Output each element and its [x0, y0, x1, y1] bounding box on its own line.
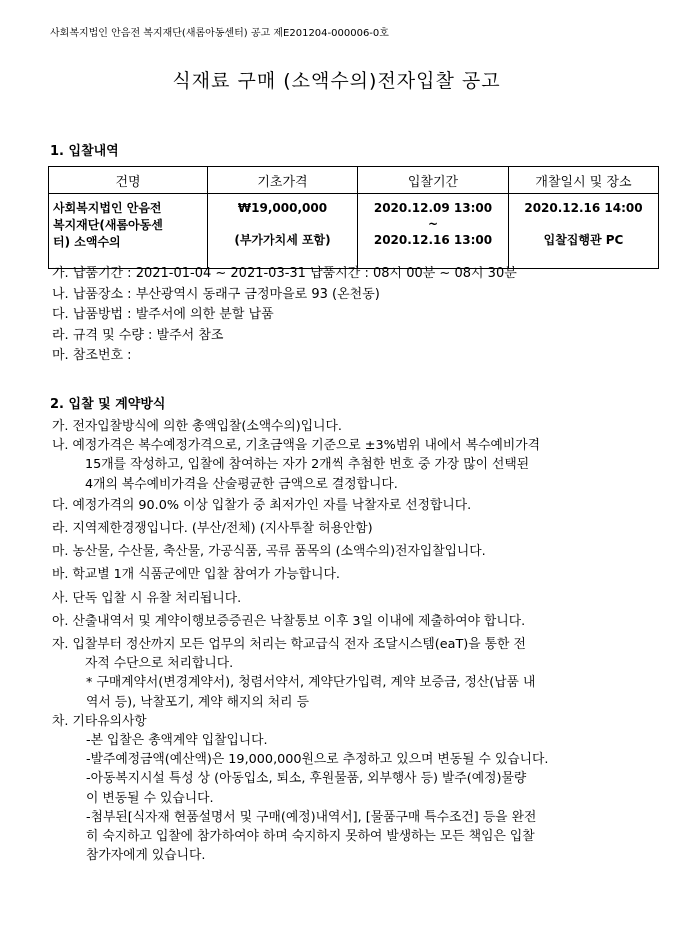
list-item: * 구매계약서(변경계약서), 청렴서약서, 계약단가입력, 계약 보증금, 정산(납품 내 — [86, 675, 536, 691]
list-item: 차. 기타유의사항 — [52, 713, 147, 729]
list-item: 사. 단독 입찰 시 유찰 처리됩니다. — [52, 590, 242, 606]
bid-details-table — [48, 166, 659, 269]
opening-cell — [509, 194, 659, 269]
section-2-heading: 2. 입찰 및 계약방식 — [50, 397, 166, 412]
table-row — [49, 194, 659, 269]
list-item: -아동복지시설 특성 상 (아동입소, 퇴소, 후원물품, 외부행사 등) 발주(예정)물량 — [86, 771, 527, 787]
list-item: 바. 학교별 1개 식품군에만 입찰 참여가 가능합니다. — [52, 567, 340, 583]
bid-method-list — [52, 417, 662, 865]
list-item: 가. 납품기간 : 2021-01-04 ~ 2021-03-31 납품시간 : 08시 00분 ~ 08시 30분 — [52, 266, 517, 281]
list-item: 히 숙지하고 입찰에 참가하여야 하며 숙지하지 못하여 발생하는 모든 책임은 입찰 — [86, 829, 535, 845]
list-item: 나. 예정가격은 복수예정가격으로, 기초금액을 기준으로 ±3%범위 내에서 복수예비가격 — [52, 438, 540, 454]
list-item: -본 입찰은 총액계약 입찰입니다. — [86, 733, 268, 749]
list-item: 나. 납품장소 : 부산광역시 동래구 금정마을로 93 (온천동) — [52, 286, 380, 302]
list-item: 다. 예정가격의 90.0% 이상 입찰가 중 최저가인 자를 낙찰자로 선정합니다. — [52, 497, 472, 513]
list-item: 자. 입찰부터 정산까지 모든 업무의 처리는 학교급식 전자 조달시스템(eaT)을 통한 전 — [52, 637, 526, 653]
period-separator: ~ — [427, 217, 439, 231]
bid-name-cell — [49, 194, 208, 269]
list-item: 가. 전자입찰방식에 의한 총액입찰(소액수의)입니다. — [52, 419, 342, 434]
column-header-opening: 개찰일시 및 장소 — [509, 167, 659, 194]
list-item: 자적 수단으로 처리합니다. — [85, 656, 234, 672]
price-note: (부가가치세 포함) — [234, 233, 331, 247]
bid-name-line: 복지재단(새롬아동센 — [53, 218, 163, 232]
page-title: 식재료 구매 (소액수의)전자입찰 공고 — [172, 70, 501, 92]
opening-date: 2020.12.16 14:00 — [524, 201, 643, 215]
list-item: 라. 규격 및 수량 : 발주서 참조 — [52, 327, 224, 343]
list-item: 4개의 복수예비가격을 산술평균한 금액으로 결정합니다. — [85, 476, 398, 492]
list-item: 15개를 작성하고, 입찰에 참여하는 자가 2개씩 추첨한 번호 중 가장 많이 선택된 — [85, 457, 530, 473]
list-item: 마. 농산물, 수산물, 축산물, 가공식품, 곡류 품목의 (소액수의)전자입찰입니다. — [52, 544, 486, 560]
column-header-bid-period: 입찰기간 — [358, 167, 509, 194]
section-1-heading: 1. 입찰내역 — [50, 144, 119, 159]
delivery-details-list — [52, 264, 517, 367]
bid-period-cell — [358, 194, 509, 269]
list-item: 역서 등), 낙찰포기, 계약 해지의 처리 등 — [86, 694, 309, 710]
column-header-name: 건명 — [49, 167, 208, 194]
list-item: 이 변동될 수 있습니다. — [86, 790, 214, 806]
opening-place: 입찰집행관 PC — [543, 233, 624, 247]
base-price-cell — [208, 194, 358, 269]
column-header-base-price: 기초가격 — [208, 167, 358, 194]
list-item: -첨부된[식자재 현품설명서 및 구매(예정)내역서], [물품구매 특수조건] 등을 완전 — [86, 809, 537, 825]
base-price: ₩19,000,000 — [237, 201, 328, 215]
table-header-row — [49, 167, 659, 194]
bid-name-line: 사회복지법인 안음전 — [53, 201, 162, 215]
list-item: 마. 참조번호 : — [52, 348, 132, 363]
list-item: 라. 지역제한경쟁입니다. (부산/전체) (지사투찰 허용안함) — [52, 521, 373, 537]
notice-number-header: 사회복지법인 안음전 복지재단(새롬아동센터) 공고 제E201204-000006-0호 — [50, 28, 389, 39]
list-item: 다. 납품방법 : 발주서에 의한 분할 납품 — [52, 307, 274, 322]
bid-name-line: 터) 소액수의 — [53, 235, 121, 249]
period-end: 2020.12.16 13:00 — [373, 233, 493, 247]
list-item: -발주예정금액(예산액)은 19,000,000원으로 추정하고 있으며 변동될 수 있습니다. — [86, 752, 549, 768]
period-start: 2020.12.09 13:00 — [373, 201, 493, 215]
list-item: 아. 산출내역서 및 계약이행보증증권은 낙찰통보 이후 3일 이내에 제출하여야 합니다. — [52, 613, 526, 629]
list-item: 참가자에게 있습니다. — [86, 848, 206, 864]
